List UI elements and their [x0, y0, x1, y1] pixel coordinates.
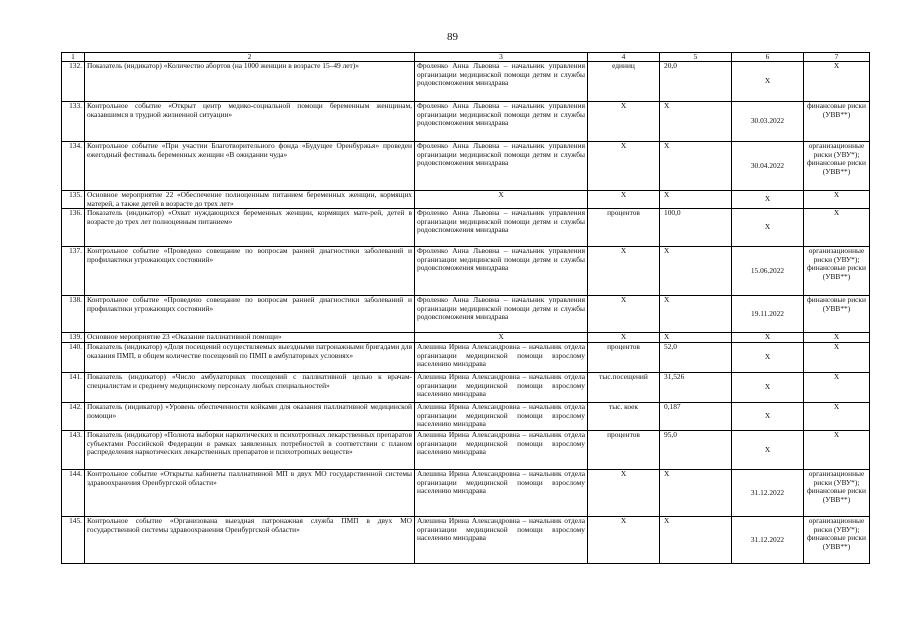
- row-date: X: [732, 403, 804, 431]
- row-value: 52,0: [660, 343, 732, 373]
- row-description: Контрольное событие «При участии Благотворительного фонда «Будущее Оренбуржья» проведен ежегодный фестиваль беременных женщин «В ожидании чуда»: [85, 142, 415, 191]
- row-description: Контрольное событие «Открыты кабинеты паллиативной МП в двух МО государственной системы здравоохранения Оренбургской области»: [85, 470, 415, 517]
- row-number: 132.: [62, 62, 85, 102]
- row-description: Контрольное событие «Организована выездная патронажная служба ПМП в двух МО государственной системы здравоохранения Оренбургской области»: [85, 517, 415, 564]
- row-value: X: [660, 247, 732, 296]
- table-row: [62, 517, 870, 564]
- row-responsible: Алешина Ирина Александровна – начальник отдела организации медицинской помощи взрослому населению минздрава: [415, 343, 588, 373]
- row-unit: X: [588, 470, 660, 517]
- row-date: X: [732, 191, 804, 209]
- row-unit: X: [588, 247, 660, 296]
- table-row: [62, 209, 870, 247]
- row-responsible: Алешина Ирина Александровна – начальник отдела организации медицинской помощи взрослому населению минздрава: [415, 431, 588, 470]
- row-value: 95,0: [660, 431, 732, 470]
- row-date: X: [732, 431, 804, 470]
- row-number: 133.: [62, 102, 85, 142]
- row-date: X: [732, 333, 804, 343]
- row-responsible: Алешина Ирина Александровна – начальник отдела организации медицинской помощи взрослому населению минздрава: [415, 470, 588, 517]
- row-responsible: X: [415, 191, 588, 209]
- row-value: 100,0: [660, 209, 732, 247]
- row-risk: организационные риски (УВУ*); финансовые риски (УВВ**): [804, 470, 870, 517]
- row-number: 136.: [62, 209, 85, 247]
- column-header: 2: [85, 53, 415, 62]
- row-risk: X: [804, 333, 870, 343]
- row-value: X: [660, 102, 732, 142]
- row-number: 140.: [62, 343, 85, 373]
- plan-table: [61, 52, 870, 564]
- row-value: X: [660, 333, 732, 343]
- row-description: Показатель (индикатор) «Уровень обеспеченности койками для оказания паллиативной медицинской помощи»: [85, 403, 415, 431]
- column-header: 5: [660, 53, 732, 62]
- row-responsible: Алешина Ирина Александровна – начальник отдела организации медицинской помощи взрослому населению минздрава: [415, 517, 588, 564]
- row-number: 135.: [62, 191, 85, 209]
- column-header: 3: [415, 53, 588, 62]
- row-description: Основное мероприятие 22 «Обеспечение полноценным питанием беременных женщин, кормящих матерей, а также детей в возрасте до трех лет»: [85, 191, 415, 209]
- row-responsible: Фроленко Анна Львовна – начальник управления организации медицинской помощи детям и службы родовспоможения минздрава: [415, 102, 588, 142]
- column-header: 6: [732, 53, 804, 62]
- table-row: [62, 333, 870, 343]
- row-number: 137.: [62, 247, 85, 296]
- row-value: X: [660, 296, 732, 333]
- row-description: Показатель (индикатор) «Охват нуждающихся беременных женщин, кормящих мате-рей, детей в возрасте до трех лет полноценным питанием»: [85, 209, 415, 247]
- row-date: X: [732, 209, 804, 247]
- row-description: Основное мероприятие 23 «Оказание паллиативной помощи»: [85, 333, 415, 343]
- table-row: [62, 102, 870, 142]
- row-date: 30.03.2022: [732, 102, 804, 142]
- row-description: Контрольное событие «Открыт центр медико-социальной помощи беременным женщинам, оказавшимся в трудной жизненной ситуации»: [85, 102, 415, 142]
- row-responsible: Алешина Ирина Александровна – начальник отдела организации медицинской помощи взрослому населению минздрава: [415, 403, 588, 431]
- row-number: 134.: [62, 142, 85, 191]
- table-row: [62, 296, 870, 333]
- row-risk: X: [804, 373, 870, 403]
- row-unit: X: [588, 333, 660, 343]
- row-risk: организационные риски (УВУ*); финансовые риски (УВВ**): [804, 247, 870, 296]
- table-row: [62, 247, 870, 296]
- row-date: X: [732, 62, 804, 102]
- row-value: X: [660, 191, 732, 209]
- table-row: [62, 142, 870, 191]
- row-value: X: [660, 142, 732, 191]
- table-row: [62, 431, 870, 470]
- row-number: 145.: [62, 517, 85, 564]
- row-unit: X: [588, 102, 660, 142]
- row-risk: финансовые риски (УВВ**): [804, 102, 870, 142]
- column-header: 1: [62, 53, 85, 62]
- page-number: 89: [447, 31, 458, 43]
- row-unit: X: [588, 142, 660, 191]
- row-number: 142.: [62, 403, 85, 431]
- row-risk: организационные риски (УВУ*); финансовые риски (УВВ**): [804, 142, 870, 191]
- row-description: Контрольное событие «Проведено совещание по вопросам ранней диагностики заболеваний и профилактики угрожающих состояний»: [85, 296, 415, 333]
- row-description: Показатель (индикатор) «Полнота выборки наркотических и психотропных лекарственных препаратов субъектами Российской Федерации в рамках заявленных потребностей в соответствии с планом распределения наркотических лекарственных препаратов и психотропных веществ»: [85, 431, 415, 470]
- row-value: X: [660, 517, 732, 564]
- row-unit: процентов: [588, 209, 660, 247]
- row-unit: тыс.посещений: [588, 373, 660, 403]
- row-date: X: [732, 373, 804, 403]
- row-description: Показатель (индикатор) «Число амбулаторных посещений с паллиативной целью к врачам-специалистам и среднему медицинскому персоналу любых специальностей»: [85, 373, 415, 403]
- column-header: 4: [588, 53, 660, 62]
- row-value: 0,187: [660, 403, 732, 431]
- row-risk: X: [804, 209, 870, 247]
- row-unit: процентов: [588, 343, 660, 373]
- row-responsible: Фроленко Анна Львовна – начальник управления организации медицинской помощи детям и службы родовспоможения минздрава: [415, 247, 588, 296]
- row-number: 143.: [62, 431, 85, 470]
- row-responsible: X: [415, 333, 588, 343]
- row-risk: X: [804, 62, 870, 102]
- row-risk: X: [804, 191, 870, 209]
- row-value: X: [660, 470, 732, 517]
- row-risk: X: [804, 431, 870, 470]
- row-responsible: Фроленко Анна Львовна – начальник управления организации медицинской помощи детям и службы родовспоможения минздрава: [415, 209, 588, 247]
- row-description: Показатель (индикатор) «Доля посещений осуществляемых выездными патронажными бригадами для оказания ПМП, в общем количестве посещений по ПМП в амбулаторных условиях»: [85, 343, 415, 373]
- row-unit: процентов: [588, 431, 660, 470]
- row-value: 31,526: [660, 373, 732, 403]
- table-row: [62, 343, 870, 373]
- row-responsible: Фроленко Анна Львовна – начальник управления организации медицинской помощи детям и службы родовспоможения минздрава: [415, 62, 588, 102]
- row-description: Показатель (индикатор) «Количество абортов (на 1000 женщин в возрасте 15–49 лет)»: [85, 62, 415, 102]
- row-date: 31.12.2022: [732, 517, 804, 564]
- row-number: 144.: [62, 470, 85, 517]
- table-row: [62, 62, 870, 102]
- column-header: 7: [804, 53, 870, 62]
- row-unit: тыс. коек: [588, 403, 660, 431]
- row-number: 138.: [62, 296, 85, 333]
- row-description: Контрольное событие «Проведено совещание по вопросам ранней диагностики заболеваний и профилактики угрожающих состояний»: [85, 247, 415, 296]
- row-responsible: Фроленко Анна Львовна – начальник управления организации медицинской помощи детям и службы родовспоможения минздрава: [415, 296, 588, 333]
- row-number: 141.: [62, 373, 85, 403]
- table-row: [62, 470, 870, 517]
- table-row: [62, 403, 870, 431]
- row-unit: X: [588, 191, 660, 209]
- row-date: 15.06.2022: [732, 247, 804, 296]
- row-date: 19.11.2022: [732, 296, 804, 333]
- row-date: 31.12.2022: [732, 470, 804, 517]
- table-row: [62, 191, 870, 209]
- row-risk: X: [804, 343, 870, 373]
- table-row: [62, 373, 870, 403]
- row-date: 30.04.2022: [732, 142, 804, 191]
- row-number: 139.: [62, 333, 85, 343]
- row-value: 20,0: [660, 62, 732, 102]
- row-unit: X: [588, 296, 660, 333]
- row-risk: организационные риски (УВУ*); финансовые риски (УВВ**): [804, 517, 870, 564]
- row-risk: финансовые риски (УВВ**): [804, 296, 870, 333]
- row-risk: X: [804, 403, 870, 431]
- row-unit: единиц: [588, 62, 660, 102]
- table-header-row: [62, 53, 870, 62]
- row-unit: X: [588, 517, 660, 564]
- row-responsible: Фроленко Анна Львовна – начальник управления организации медицинской помощи детям и службы родовспоможения минздрава: [415, 142, 588, 191]
- row-date: X: [732, 343, 804, 373]
- row-responsible: Алешина Ирина Александровна – начальник отдела организации медицинской помощи взрослому населению минздрава: [415, 373, 588, 403]
